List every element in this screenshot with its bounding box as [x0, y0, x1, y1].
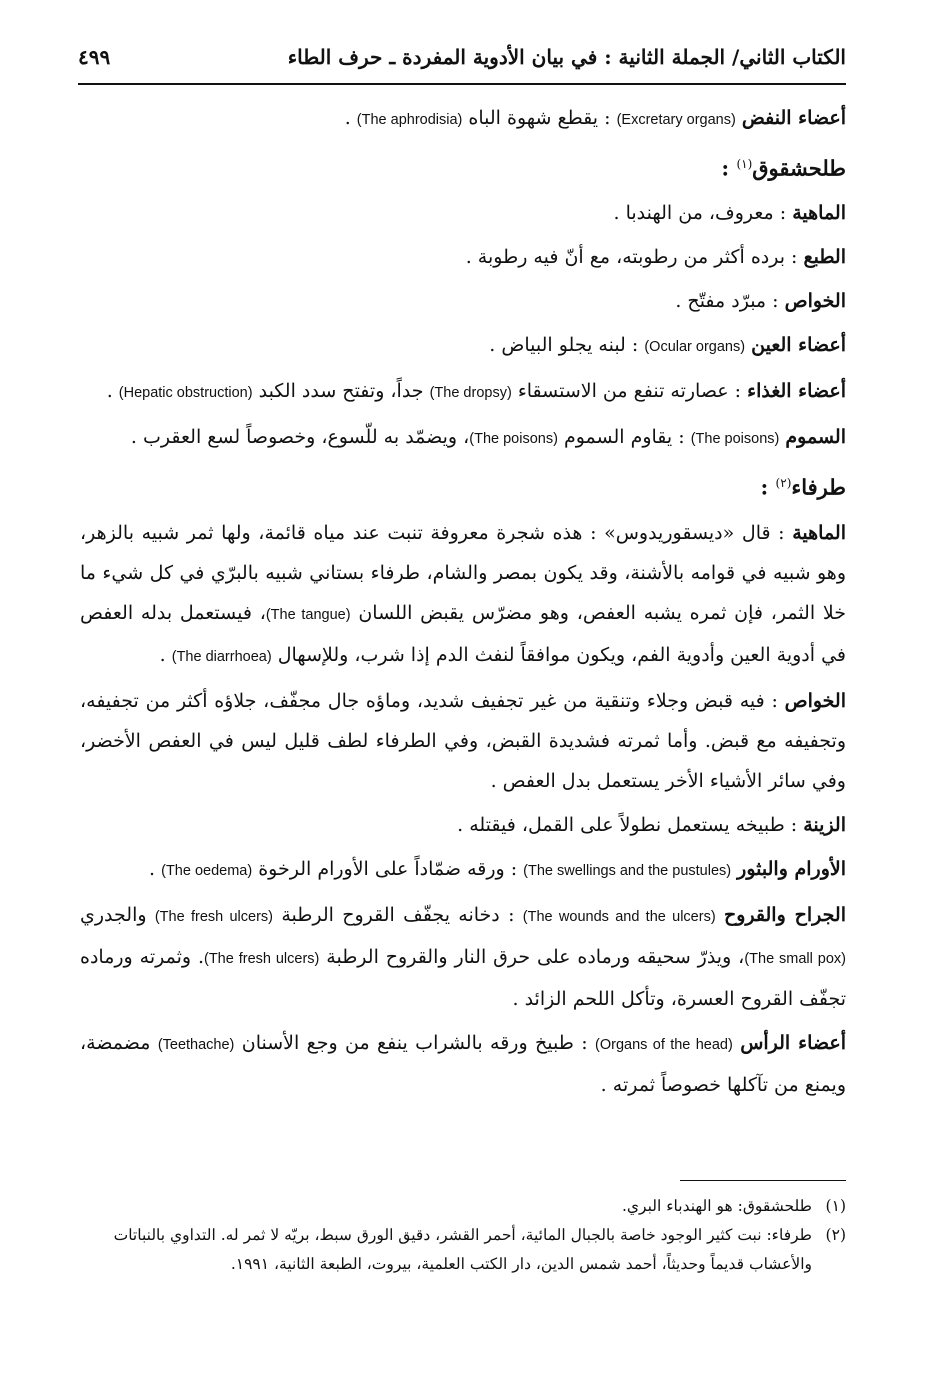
entry-text: جداً، وتفتح سدد الكبد: [252, 380, 430, 403]
heading-title: طلحشقوق: [752, 155, 846, 181]
english-term: (The tangue): [265, 606, 351, 623]
entry-text: .: [159, 643, 172, 666]
english-term: (The swellings and the pustules): [523, 862, 732, 879]
entry-label: أعضاء النفض: [741, 107, 846, 129]
entry-swellings-pustules: [80, 849, 846, 891]
entry-properties: [80, 681, 846, 801]
entry-text: : فيه قبض وجلاء وتنقية من غير تجفيف شديد، وماؤه جال مجفّف، جلاؤه أكثر من تجفيفه، وتجفيفه مع قبض. وأما ثمرته فشديدة القبض، وفي الطرفاء لطف قليل ليس في العفص الأخضر، وفي سائر الأشياء الأخر يستعمل بدل العفص .: [80, 689, 846, 792]
entry-text: : دخانه يجفّف القروح الرطبة: [273, 903, 523, 926]
english-term: (The small pox): [744, 950, 846, 967]
entry-label: الخواص: [784, 689, 846, 712]
english-term: (The dropsy): [429, 385, 512, 402]
entry-label: الخواص: [784, 290, 846, 313]
entry-label: الزينة: [803, 813, 846, 836]
english-term: (The wounds and the ulcers): [522, 908, 716, 925]
english-term: (The fresh ulcers): [154, 908, 274, 925]
entry-nature: [80, 513, 846, 677]
running-header: [78, 40, 846, 74]
footnote-text: طلحشقوق: هو الهندباء البري.: [622, 1197, 812, 1215]
main-text: [80, 98, 846, 1109]
entry-text: . وثمرته ورماده تجفّف القروح العسرة، وتأكل اللحم الزائد .: [80, 945, 846, 1010]
footnote-mark: (٢): [775, 476, 792, 491]
english-term: (Ocular organs): [644, 339, 746, 356]
entry-label: الطبع: [803, 246, 846, 269]
english-term: (Excretary organs): [616, 112, 736, 128]
heading-colon: :: [760, 474, 776, 500]
entry-excretary-organs: [80, 98, 846, 140]
heading-title: طرفاء: [791, 474, 846, 500]
entry-text: ، فيستعمل بدله العفص في أدوية العين وأدوية الفم، ويكون موافقاً لنفث الدم إذا شرب، وللإسهال: [80, 601, 846, 666]
footnote-number: (٢): [825, 1226, 846, 1244]
english-term: (The fresh ulcers): [204, 950, 320, 967]
english-term: (The diarrhoea): [171, 648, 272, 665]
english-term: (Hepatic obstruction): [118, 385, 253, 402]
entry-text: .: [106, 380, 119, 403]
entry-text: : معروف، من الهندبا .: [613, 202, 793, 225]
entry-text: : مبرّد مفتّح .: [675, 290, 785, 313]
section-heading-talhashquq: [80, 144, 846, 189]
entry-text: : قال «ديسقوريدوس» : هذه شجرة معروفة تنبت عند مياه قائمة، ولها ثمر شبيه بالزهر، وهو شبيه في قوامه بالأشنة، وقد يكون بمصر والشام، طرفاء بستاني شبيه بالبرّي في كل شيء ما خلا الثمر، فإن ثمره يشبه العفص، وهو مضرّس يقبض اللسان: [80, 521, 846, 624]
entry-text: : طبيخه يستعمل نطولاً على القمل، فيقتله .: [457, 813, 804, 836]
entry-text: : ورقه ضمّاداً على الأورام الرخوة: [252, 857, 524, 880]
english-term: (Teethache): [157, 1036, 235, 1053]
entry-properties: [80, 281, 846, 321]
entry-label: أعضاء العين: [751, 334, 846, 357]
entry-text: .: [149, 857, 162, 880]
entry-label: أعضاء الرأس: [740, 1031, 846, 1054]
entry-text: : طبيخ ورقه بالشراب ينفع من وجع الأسنان: [234, 1031, 596, 1054]
entry-head-organs: [80, 1023, 846, 1105]
footnote-number: (١): [825, 1197, 846, 1215]
entry-text: .: [344, 107, 357, 129]
entry-cosmetics: [80, 805, 846, 845]
entry-text: : برده أكثر من رطوبته، مع أنّ فيه رطوبة .: [465, 246, 804, 269]
entry-text: مضمضة، ويمنع من تآكلها خصوصاً ثمرته .: [80, 1031, 846, 1096]
entry-temperament: [80, 237, 846, 277]
entry-wounds-ulcers: [80, 895, 846, 1019]
entry-label: الماهية: [792, 202, 846, 225]
footnote-text: طرفاء: نبت كثير الوجود خاصة بالجبال المائية، أحمر القشر، دقيق الورق سبط، بريّه لا ثمر له. التداوي بالنباتات والأعشاب قديماً وحديثاً، أحمد شمس الدين، دار الكتب العلمية، بيروت، الطبعة الثانية، ١٩٩١.: [113, 1226, 812, 1273]
entry-label: أعضاء الغذاء: [747, 380, 846, 403]
footnotes: [80, 1192, 846, 1279]
entry-text: : يقاوم السموم: [557, 426, 691, 449]
entry-text: والجدري: [80, 903, 155, 926]
entry-text: ، ويضمّد به للّسوع، وخصوصاً لسع العقرب .: [130, 426, 470, 449]
english-term: (Organs of the head): [595, 1036, 733, 1053]
page-number: ٤٩٩: [78, 45, 111, 69]
entry-text: : لبنه يجلو البياض .: [489, 334, 645, 357]
entry-nutrition-organs: [80, 371, 846, 413]
footnote-2: [80, 1221, 846, 1279]
english-term: (The oedema): [161, 862, 253, 879]
section-heading-tarfa: [80, 463, 846, 508]
heading-colon: :: [721, 155, 737, 181]
entry-text: : عصارته تنفع من الاستسقاء: [511, 380, 748, 403]
entry-ocular-organs: [80, 325, 846, 367]
entry-poisons: [80, 417, 846, 459]
entry-nature: [80, 193, 846, 233]
english-term: (The aphrodisia): [356, 112, 463, 128]
entry-text: ، ويذرّ سحيقه ورماده على حرق النار والقروح الرطبة: [319, 945, 745, 968]
footnote-mark: (١): [736, 157, 753, 171]
entry-label: الماهية: [792, 521, 846, 544]
header-title: الكتاب الثاني/ الجملة الثانية : في بيان الأدوية المفردة ـ حرف الطاء: [287, 45, 846, 69]
english-term: (The poisons): [690, 431, 780, 448]
footnote-1: [80, 1192, 846, 1221]
entry-label: الجراح والقروح: [723, 903, 846, 926]
entry-label: السموم: [785, 426, 846, 449]
entry-text: : يقطع شهوة الباه: [462, 107, 617, 129]
entry-label: الأورام والبثور: [737, 857, 846, 880]
header-divider: [78, 83, 846, 85]
footnote-divider: [680, 1180, 846, 1181]
english-term: (The poisons): [469, 431, 558, 448]
